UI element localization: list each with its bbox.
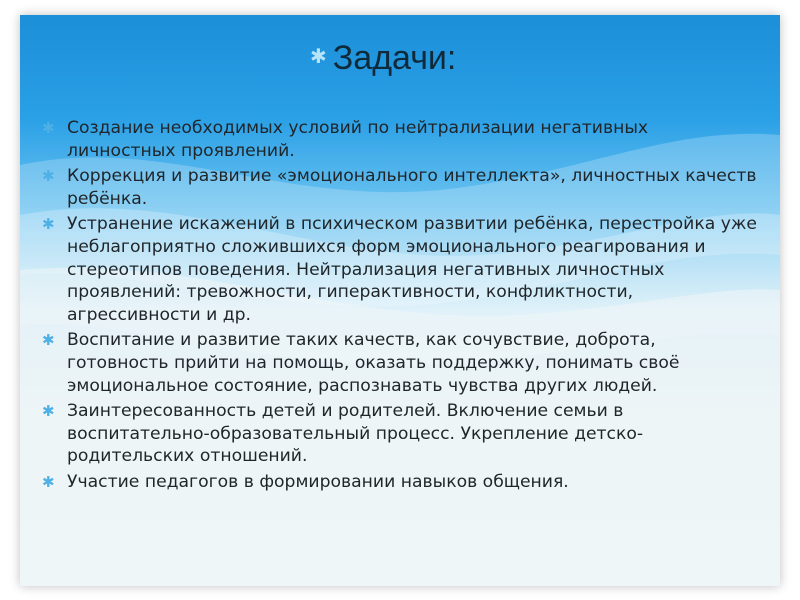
- snowflake-bullet-icon: ✱: [42, 402, 55, 421]
- snowflake-bullet-icon: ✱: [310, 46, 327, 68]
- slide: [20, 15, 780, 586]
- list-item: [42, 400, 762, 468]
- list-item-text: Создание необходимых условий по нейтрализации негативных личностных проявлений.: [67, 118, 649, 161]
- list-item: [42, 117, 762, 162]
- list-item-text: Коррекция и развитие «эмоционального интеллекта», личностных качеств ребёнка.: [67, 166, 757, 209]
- list-item: [42, 213, 762, 326]
- list-item: [42, 471, 762, 494]
- snowflake-bullet-icon: ✱: [42, 167, 55, 186]
- list-item-text: Участие педагогов в формировании навыков общения.: [67, 471, 569, 492]
- list-item-text: Воспитание и развитие таких качеств, как сочувствие, доброта, готовность прийти на помощь, оказать поддержку, понимать своё эмоциональное состояние, распознавать чувства других людей.: [67, 330, 680, 396]
- snowflake-bullet-icon: ✱: [42, 472, 55, 491]
- slide-title: Задачи:: [332, 39, 457, 77]
- snowflake-bullet-icon: ✱: [42, 119, 55, 137]
- list-item: [42, 329, 762, 397]
- slide-title-row: [310, 39, 456, 78]
- task-list: [42, 117, 762, 497]
- snowflake-bullet-icon: ✱: [42, 215, 55, 234]
- list-item: [42, 165, 762, 210]
- list-item-text: Заинтересованность детей и родителей. Включение семьи в воспитательно-образовательный процесс. Укрепление детско-родительских отношений.: [67, 401, 644, 467]
- snowflake-bullet-icon: ✱: [42, 331, 55, 350]
- list-item-text: Устранение искажений в психическом развитии ребёнка, перестройка уже неблагоприятно сложившихся форм эмоционального реагирования и стереотипов поведения. Нейтрализация негативных личностных проявлений: тревожности, гиперактивности, конфликтности, агрессивности и др.: [67, 214, 757, 325]
